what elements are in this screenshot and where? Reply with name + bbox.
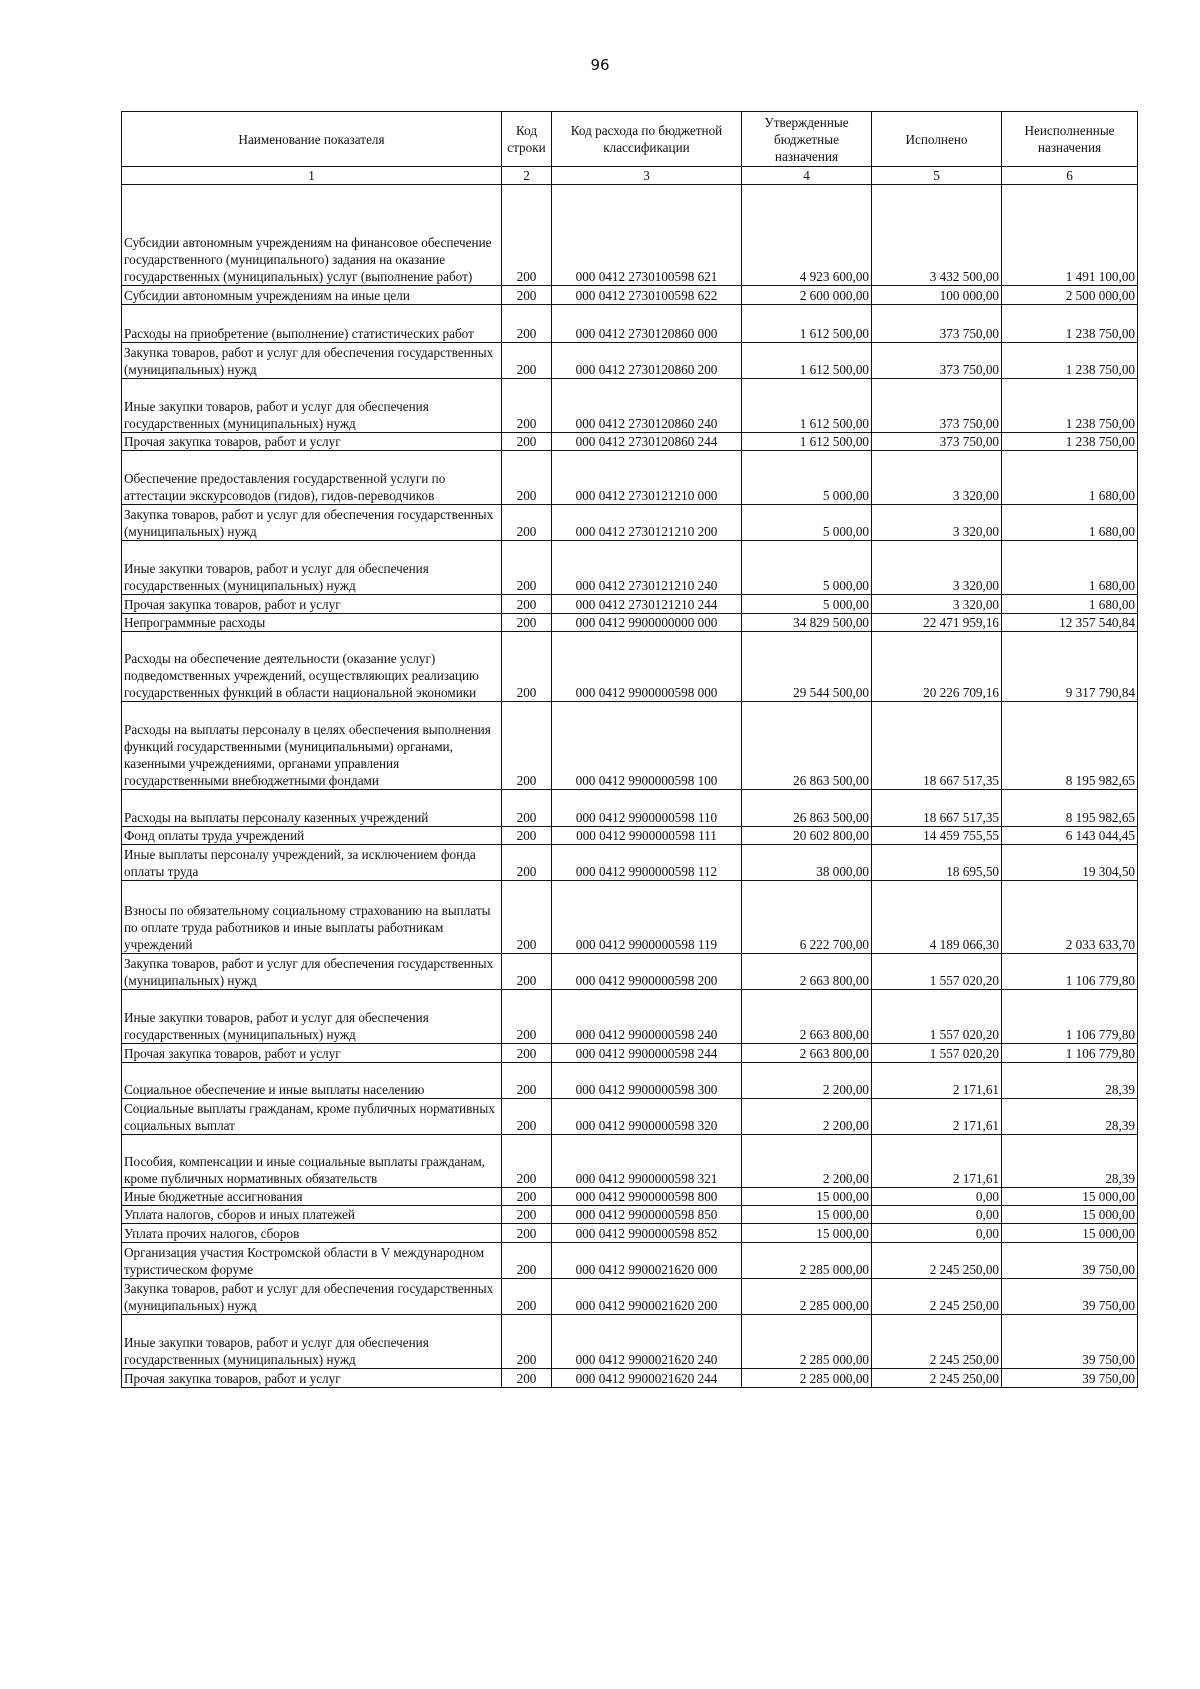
table-row [122, 1315, 1138, 1369]
cell-code: 000 0412 2730121210 000 [552, 451, 742, 505]
cell-approved: 26 863 500,00 [742, 790, 872, 827]
header-indicator-name: Наименование показателя [122, 112, 502, 167]
table-row [122, 632, 1138, 702]
cell-line: 200 [502, 1206, 552, 1224]
cell-executed: 3 320,00 [872, 451, 1002, 505]
cell-remaining: 2 500 000,00 [1002, 286, 1138, 305]
table-row [122, 505, 1138, 541]
cell-code: 000 0412 9900000598 112 [552, 845, 742, 881]
table-row [122, 1243, 1138, 1279]
cell-line: 200 [502, 1099, 552, 1135]
cell-line: 200 [502, 790, 552, 827]
cell-executed: 2 171,61 [872, 1099, 1002, 1135]
cell-code: 000 0412 9900000598 320 [552, 1099, 742, 1135]
cell-remaining: 1 106 779,80 [1002, 954, 1138, 990]
page-number: 96 [590, 56, 610, 74]
cell-executed: 18 667 517,35 [872, 790, 1002, 827]
cell-remaining: 1 680,00 [1002, 451, 1138, 505]
cell-line: 200 [502, 614, 552, 632]
cell-approved: 2 200,00 [742, 1135, 872, 1188]
cell-line: 200 [502, 702, 552, 790]
table-row [122, 881, 1138, 954]
cell-name: Иные закупки товаров, работ и услуг для обеспечения государственных (муниципальных) нужд [122, 990, 502, 1044]
cell-code: 000 0412 2730121210 240 [552, 541, 742, 595]
cell-code: 000 0412 9900000598 240 [552, 990, 742, 1044]
cell-line: 200 [502, 1369, 552, 1388]
cell-code: 000 0412 9900021620 200 [552, 1279, 742, 1315]
cell-approved: 1 612 500,00 [742, 343, 872, 379]
cell-code: 000 0412 2730120860 000 [552, 305, 742, 343]
cell-approved: 5 000,00 [742, 505, 872, 541]
cell-code: 000 0412 9900021620 000 [552, 1243, 742, 1279]
table-row [122, 1044, 1138, 1063]
cell-name: Иные закупки товаров, работ и услуг для обеспечения государственных (муниципальных) нужд [122, 541, 502, 595]
table-row [122, 541, 1138, 595]
cell-remaining: 6 143 044,45 [1002, 827, 1138, 845]
cell-code: 000 0412 9900000000 000 [552, 614, 742, 632]
cell-name: Расходы на приобретение (выполнение) статистических работ [122, 305, 502, 343]
cell-line: 200 [502, 379, 552, 433]
cell-name: Расходы на выплаты персоналу в целях обеспечения выполнения функций государственными (муниципальными) органами, казенными учреждениями, органами управления государственными внебюджетными фондами [122, 702, 502, 790]
cell-approved: 2 663 800,00 [742, 1044, 872, 1063]
table-row [122, 1279, 1138, 1315]
table-row [122, 614, 1138, 632]
cell-code: 000 0412 9900000598 244 [552, 1044, 742, 1063]
cell-approved: 15 000,00 [742, 1224, 872, 1243]
cell-executed: 3 320,00 [872, 541, 1002, 595]
cell-approved: 2 285 000,00 [742, 1315, 872, 1369]
table-row [122, 1206, 1138, 1224]
cell-code: 000 0412 9900000598 850 [552, 1206, 742, 1224]
cell-name: Прочая закупка товаров, работ и услуг [122, 1369, 502, 1388]
cell-name: Закупка товаров, работ и услуг для обеспечения государственных (муниципальных) нужд [122, 954, 502, 990]
cell-approved: 2 600 000,00 [742, 286, 872, 305]
cell-remaining: 39 750,00 [1002, 1369, 1138, 1388]
cell-line: 200 [502, 954, 552, 990]
cell-code: 000 0412 9900021620 244 [552, 1369, 742, 1388]
cell-remaining: 12 357 540,84 [1002, 614, 1138, 632]
column-number: 5 [872, 167, 1002, 185]
cell-executed: 18 667 517,35 [872, 702, 1002, 790]
cell-line: 200 [502, 1135, 552, 1188]
cell-approved: 5 000,00 [742, 595, 872, 614]
cell-approved: 2 285 000,00 [742, 1243, 872, 1279]
cell-code: 000 0412 9900000598 100 [552, 702, 742, 790]
cell-line: 200 [502, 1224, 552, 1243]
table-body [122, 185, 1138, 1388]
cell-remaining: 9 317 790,84 [1002, 632, 1138, 702]
column-number: 4 [742, 167, 872, 185]
cell-executed: 18 695,50 [872, 845, 1002, 881]
table-row [122, 702, 1138, 790]
cell-code: 000 0412 2730121210 200 [552, 505, 742, 541]
cell-remaining: 15 000,00 [1002, 1188, 1138, 1206]
cell-remaining: 8 195 982,65 [1002, 790, 1138, 827]
cell-remaining: 28,39 [1002, 1135, 1138, 1188]
cell-executed: 14 459 755,55 [872, 827, 1002, 845]
cell-executed: 2 171,61 [872, 1063, 1002, 1099]
table-row [122, 451, 1138, 505]
table-row [122, 433, 1138, 451]
header-approved: Утвержденные бюджетные назначения [742, 112, 872, 167]
cell-line: 200 [502, 1063, 552, 1099]
cell-name: Закупка товаров, работ и услуг для обеспечения государственных (муниципальных) нужд [122, 505, 502, 541]
cell-remaining: 39 750,00 [1002, 1279, 1138, 1315]
cell-code: 000 0412 9900000598 800 [552, 1188, 742, 1206]
cell-approved: 6 222 700,00 [742, 881, 872, 954]
cell-executed: 373 750,00 [872, 305, 1002, 343]
cell-approved: 2 200,00 [742, 1099, 872, 1135]
cell-name: Обеспечение предоставления государственной услуги по аттестации экскурсоводов (гидов), гидов-переводчиков [122, 451, 502, 505]
cell-name: Уплата прочих налогов, сборов [122, 1224, 502, 1243]
cell-line: 200 [502, 990, 552, 1044]
column-number: 3 [552, 167, 742, 185]
column-number-row [122, 167, 1138, 185]
cell-line: 200 [502, 505, 552, 541]
cell-executed: 1 557 020,20 [872, 954, 1002, 990]
cell-remaining: 1 238 750,00 [1002, 433, 1138, 451]
cell-remaining: 8 195 982,65 [1002, 702, 1138, 790]
cell-remaining: 1 106 779,80 [1002, 1044, 1138, 1063]
cell-code: 000 0412 9900000598 000 [552, 632, 742, 702]
cell-name: Прочая закупка товаров, работ и услуг [122, 433, 502, 451]
cell-code: 000 0412 9900000598 119 [552, 881, 742, 954]
table-row [122, 845, 1138, 881]
cell-code: 000 0412 9900000598 110 [552, 790, 742, 827]
cell-remaining: 15 000,00 [1002, 1206, 1138, 1224]
cell-executed: 0,00 [872, 1188, 1002, 1206]
cell-remaining: 1 680,00 [1002, 541, 1138, 595]
table-row [122, 343, 1138, 379]
cell-executed: 100 000,00 [872, 286, 1002, 305]
cell-remaining: 19 304,50 [1002, 845, 1138, 881]
cell-approved: 26 863 500,00 [742, 702, 872, 790]
cell-code: 000 0412 9900000598 200 [552, 954, 742, 990]
cell-code: 000 0412 9900000598 111 [552, 827, 742, 845]
cell-approved: 5 000,00 [742, 541, 872, 595]
cell-code: 000 0412 9900000598 300 [552, 1063, 742, 1099]
cell-executed: 2 245 250,00 [872, 1315, 1002, 1369]
cell-approved: 2 285 000,00 [742, 1279, 872, 1315]
cell-line: 200 [502, 881, 552, 954]
cell-code: 000 0412 9900000598 852 [552, 1224, 742, 1243]
cell-executed: 373 750,00 [872, 379, 1002, 433]
cell-name: Иные выплаты персоналу учреждений, за исключением фонда оплаты труда [122, 845, 502, 881]
cell-approved: 1 612 500,00 [742, 379, 872, 433]
table-row [122, 954, 1138, 990]
cell-remaining: 28,39 [1002, 1063, 1138, 1099]
cell-line: 200 [502, 1243, 552, 1279]
table-row [122, 286, 1138, 305]
cell-line: 200 [502, 305, 552, 343]
cell-approved: 2 663 800,00 [742, 990, 872, 1044]
table-row [122, 1063, 1138, 1099]
cell-line: 200 [502, 632, 552, 702]
cell-line: 200 [502, 1044, 552, 1063]
cell-executed: 2 245 250,00 [872, 1279, 1002, 1315]
cell-executed: 3 320,00 [872, 505, 1002, 541]
cell-executed: 1 557 020,20 [872, 990, 1002, 1044]
cell-name: Пособия, компенсации и иные социальные выплаты гражданам, кроме публичных нормативных обязательств [122, 1135, 502, 1188]
table-row [122, 1188, 1138, 1206]
cell-remaining: 1 238 750,00 [1002, 305, 1138, 343]
cell-approved: 15 000,00 [742, 1188, 872, 1206]
cell-executed: 0,00 [872, 1224, 1002, 1243]
cell-executed: 3 320,00 [872, 595, 1002, 614]
cell-name: Уплата налогов, сборов и иных платежей [122, 1206, 502, 1224]
cell-code: 000 0412 2730120860 244 [552, 433, 742, 451]
cell-code: 000 0412 9900000598 321 [552, 1135, 742, 1188]
column-number: 2 [502, 167, 552, 185]
column-number: 6 [1002, 167, 1138, 185]
table-row [122, 1135, 1138, 1188]
cell-approved: 38 000,00 [742, 845, 872, 881]
table-row [122, 990, 1138, 1044]
cell-remaining: 28,39 [1002, 1099, 1138, 1135]
table-row [122, 1224, 1138, 1243]
cell-line: 200 [502, 1315, 552, 1369]
cell-approved: 20 602 800,00 [742, 827, 872, 845]
cell-name: Расходы на выплаты персоналу казенных учреждений [122, 790, 502, 827]
cell-approved: 34 829 500,00 [742, 614, 872, 632]
cell-executed: 20 226 709,16 [872, 632, 1002, 702]
header-executed: Исполнено [872, 112, 1002, 167]
cell-executed: 2 245 250,00 [872, 1369, 1002, 1388]
cell-executed: 373 750,00 [872, 343, 1002, 379]
cell-approved: 2 663 800,00 [742, 954, 872, 990]
cell-remaining: 15 000,00 [1002, 1224, 1138, 1243]
table-row [122, 595, 1138, 614]
table-row [122, 305, 1138, 343]
cell-executed: 0,00 [872, 1206, 1002, 1224]
cell-line: 200 [502, 1279, 552, 1315]
table-row [122, 379, 1138, 433]
cell-approved: 1 612 500,00 [742, 433, 872, 451]
cell-approved: 2 200,00 [742, 1063, 872, 1099]
cell-remaining: 1 680,00 [1002, 505, 1138, 541]
cell-executed: 1 557 020,20 [872, 1044, 1002, 1063]
cell-line: 200 [502, 827, 552, 845]
cell-line: 200 [502, 433, 552, 451]
cell-line: 200 [502, 845, 552, 881]
cell-name: Иные бюджетные ассигнования [122, 1188, 502, 1206]
table-header-row [122, 112, 1138, 167]
cell-remaining: 1 238 750,00 [1002, 379, 1138, 433]
cell-name: Закупка товаров, работ и услуг для обеспечения государственных (муниципальных) нужд [122, 343, 502, 379]
cell-name: Иные закупки товаров, работ и услуг для обеспечения государственных (муниципальных) нужд [122, 1315, 502, 1369]
budget-report-table [121, 111, 1138, 1388]
cell-approved: 1 612 500,00 [742, 305, 872, 343]
cell-name: Прочая закупка товаров, работ и услуг [122, 595, 502, 614]
cell-line: 200 [502, 595, 552, 614]
cell-code: 000 0412 2730120860 200 [552, 343, 742, 379]
cell-name: Закупка товаров, работ и услуг для обеспечения государственных (муниципальных) нужд [122, 1279, 502, 1315]
cell-approved: 5 000,00 [742, 451, 872, 505]
cell-name: Расходы на обеспечение деятельности (оказание услуг) подведомственных учреждений, осуществляющих реализацию государственных функций в области национальной экономики [122, 632, 502, 702]
cell-name: Прочая закупка товаров, работ и услуг [122, 1044, 502, 1063]
cell-remaining: 39 750,00 [1002, 1243, 1138, 1279]
cell-remaining: 39 750,00 [1002, 1315, 1138, 1369]
cell-approved: 2 285 000,00 [742, 1369, 872, 1388]
cell-approved: 4 923 600,00 [742, 185, 872, 286]
cell-executed: 22 471 959,16 [872, 614, 1002, 632]
cell-remaining: 1 491 100,00 [1002, 185, 1138, 286]
column-number: 1 [122, 167, 502, 185]
cell-executed: 4 189 066,30 [872, 881, 1002, 954]
cell-executed: 3 432 500,00 [872, 185, 1002, 286]
cell-executed: 2 171,61 [872, 1135, 1002, 1188]
cell-name: Организация участия Костромской области в V международном туристическом форуме [122, 1243, 502, 1279]
cell-name: Непрограммные расходы [122, 614, 502, 632]
cell-line: 200 [502, 286, 552, 305]
cell-name: Социальное обеспечение и иные выплаты населению [122, 1063, 502, 1099]
table-row [122, 1099, 1138, 1135]
cell-name: Субсидии автономным учреждениям на иные цели [122, 286, 502, 305]
cell-line: 200 [502, 1188, 552, 1206]
cell-remaining: 2 033 633,70 [1002, 881, 1138, 954]
header-budget-code: Код расхода по бюджетной классификации [552, 112, 742, 167]
cell-line: 200 [502, 451, 552, 505]
cell-line: 200 [502, 185, 552, 286]
cell-code: 000 0412 2730100598 621 [552, 185, 742, 286]
header-line-code: Код строки [502, 112, 552, 167]
cell-name: Фонд оплаты труда учреждений [122, 827, 502, 845]
cell-code: 000 0412 2730100598 622 [552, 286, 742, 305]
cell-name: Иные закупки товаров, работ и услуг для обеспечения государственных (муниципальных) нужд [122, 379, 502, 433]
table-row [122, 185, 1138, 286]
cell-executed: 373 750,00 [872, 433, 1002, 451]
cell-executed: 2 245 250,00 [872, 1243, 1002, 1279]
cell-code: 000 0412 2730121210 244 [552, 595, 742, 614]
header-remaining: Неисполненные назначения [1002, 112, 1138, 167]
cell-code: 000 0412 2730120860 240 [552, 379, 742, 433]
table-row [122, 827, 1138, 845]
table-row [122, 1369, 1138, 1388]
cell-remaining: 1 106 779,80 [1002, 990, 1138, 1044]
cell-name: Субсидии автономным учреждениям на финансовое обеспечение государственного (муниципального) задания на оказание государственных (муниципальных) услуг (выполнение работ) [122, 185, 502, 286]
cell-approved: 15 000,00 [742, 1206, 872, 1224]
cell-name: Взносы по обязательному социальному страхованию на выплаты по оплате труда работников и иные выплаты работникам учреждений [122, 881, 502, 954]
cell-line: 200 [502, 541, 552, 595]
cell-remaining: 1 238 750,00 [1002, 343, 1138, 379]
cell-code: 000 0412 9900021620 240 [552, 1315, 742, 1369]
table-row [122, 790, 1138, 827]
cell-line: 200 [502, 343, 552, 379]
cell-remaining: 1 680,00 [1002, 595, 1138, 614]
cell-approved: 29 544 500,00 [742, 632, 872, 702]
cell-name: Социальные выплаты гражданам, кроме публичных нормативных социальных выплат [122, 1099, 502, 1135]
